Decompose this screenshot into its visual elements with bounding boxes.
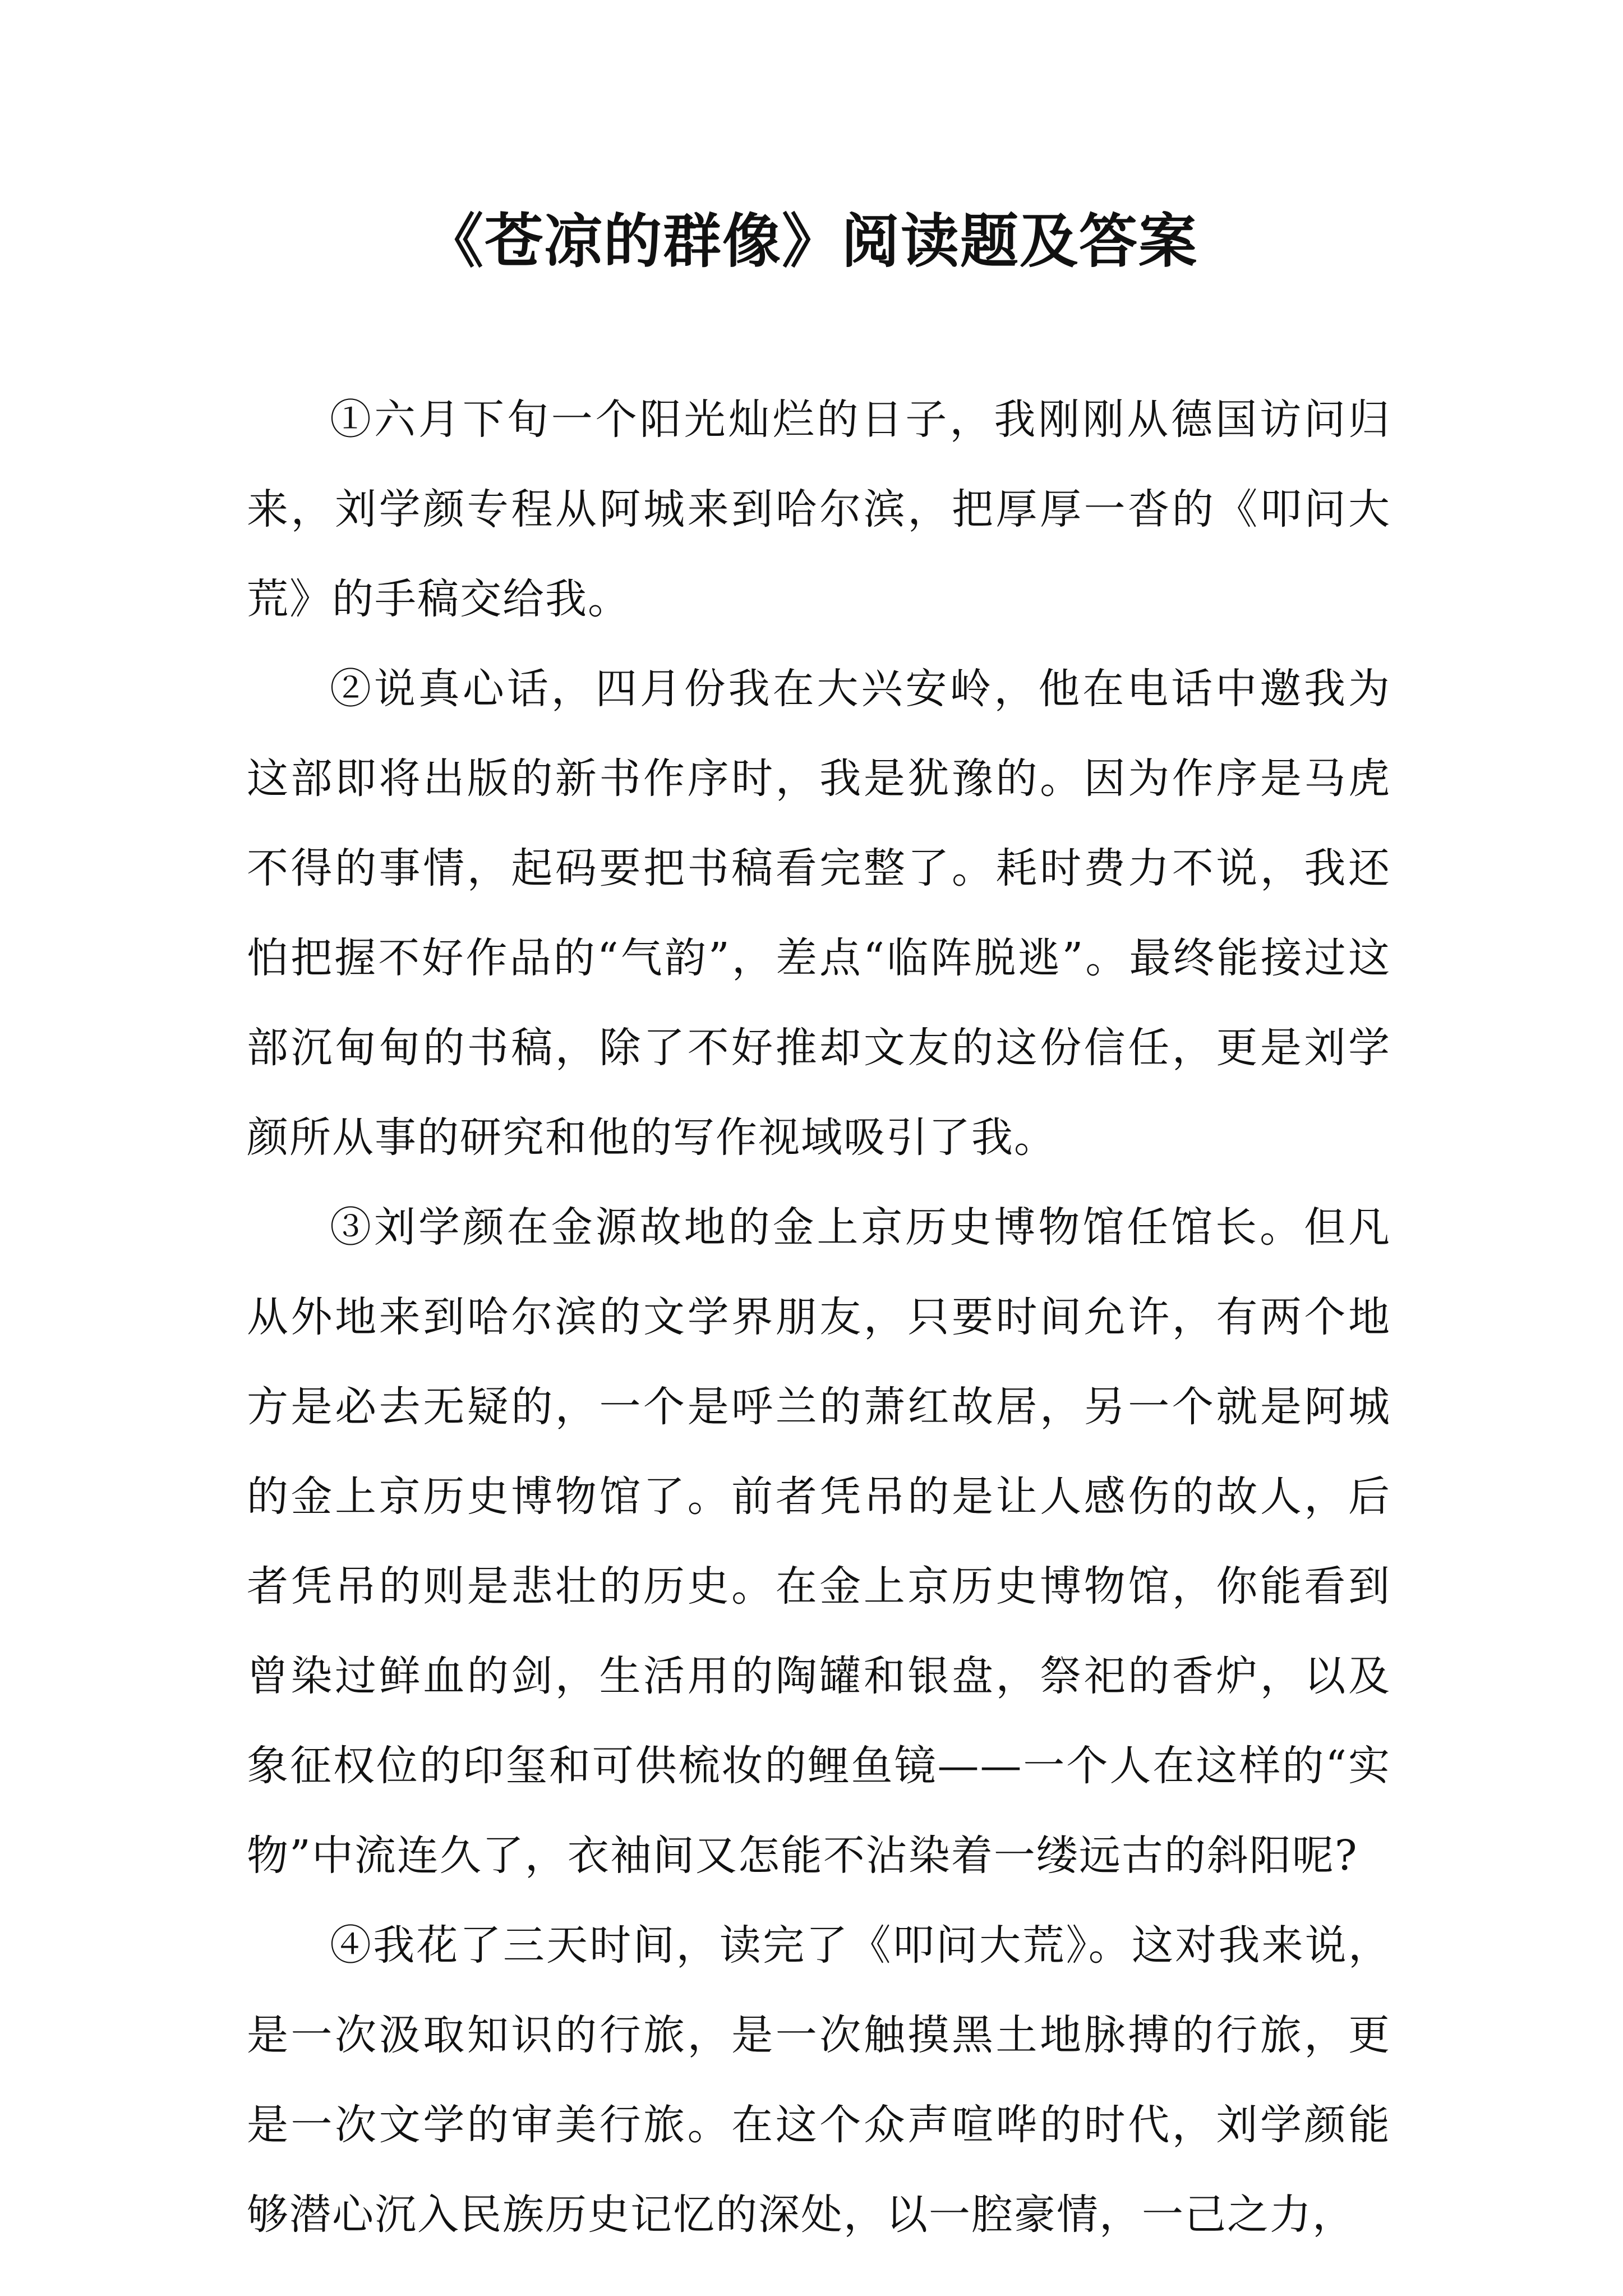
paragraph-2: ②说真心话，四月份我在大兴安岭，他在电话中邀我为这部即将出版的新书作序时，我是犹豫的。因为作序是马虎不得的事情，起码要把书稿看完整了。耗时费力不说，我还怕把握不好作品的“气韵”，差点“临阵脱逃”。最终能接过这部沉甸甸的书稿，除了不好推却文友的这份信任，更是刘学颜所从事的研究和他的写作视域吸引了我。 (247, 665, 1391, 1162)
paragraph-1: ①六月下旬一个阳光灿烂的日子，我刚刚从德国访问归来，刘学颜专程从阿城来到哈尔滨，把厚厚一沓的《叩问大荒》的手稿交给我。 (247, 395, 1391, 623)
document-title: 《苍凉的群像》阅读题及答案 (425, 207, 1198, 275)
document-body (247, 375, 1391, 2260)
paragraph-4: ④我花了三天时间，读完了《叩问大荒》。这对我来说，是一次汲取知识的行旅，是一次触摸黑土地脉搏的行旅，更是一次文学的审美行旅。在这个众声喧哗的时代，刘学颜能够潜心沉入民族历史记忆的深处，以一腔豪情，一己之力， (247, 1921, 1391, 2239)
paragraph-3: ③刘学颜在金源故地的金上京历史博物馆任馆长。但凡从外地来到哈尔滨的文学界朋友，只要时间允许，有两个地方是必去无疑的，一个是呼兰的萧红故居，另一个就是阿城的金上京历史博物馆了。前者凭吊的是让人感伤的故人，后者凭吊的则是悲壮的历史。在金上京历史博物馆，你能看到曾染过鲜血的剑，生活用的陶罐和银盘，祭祀的香炉，以及象征权位的印玺和可供梳妆的鲤鱼镜——一个人在这样的“实物”中流连久了，衣袖间又怎能不沾染着一缕远古的斜阳呢? (247, 1203, 1391, 1880)
